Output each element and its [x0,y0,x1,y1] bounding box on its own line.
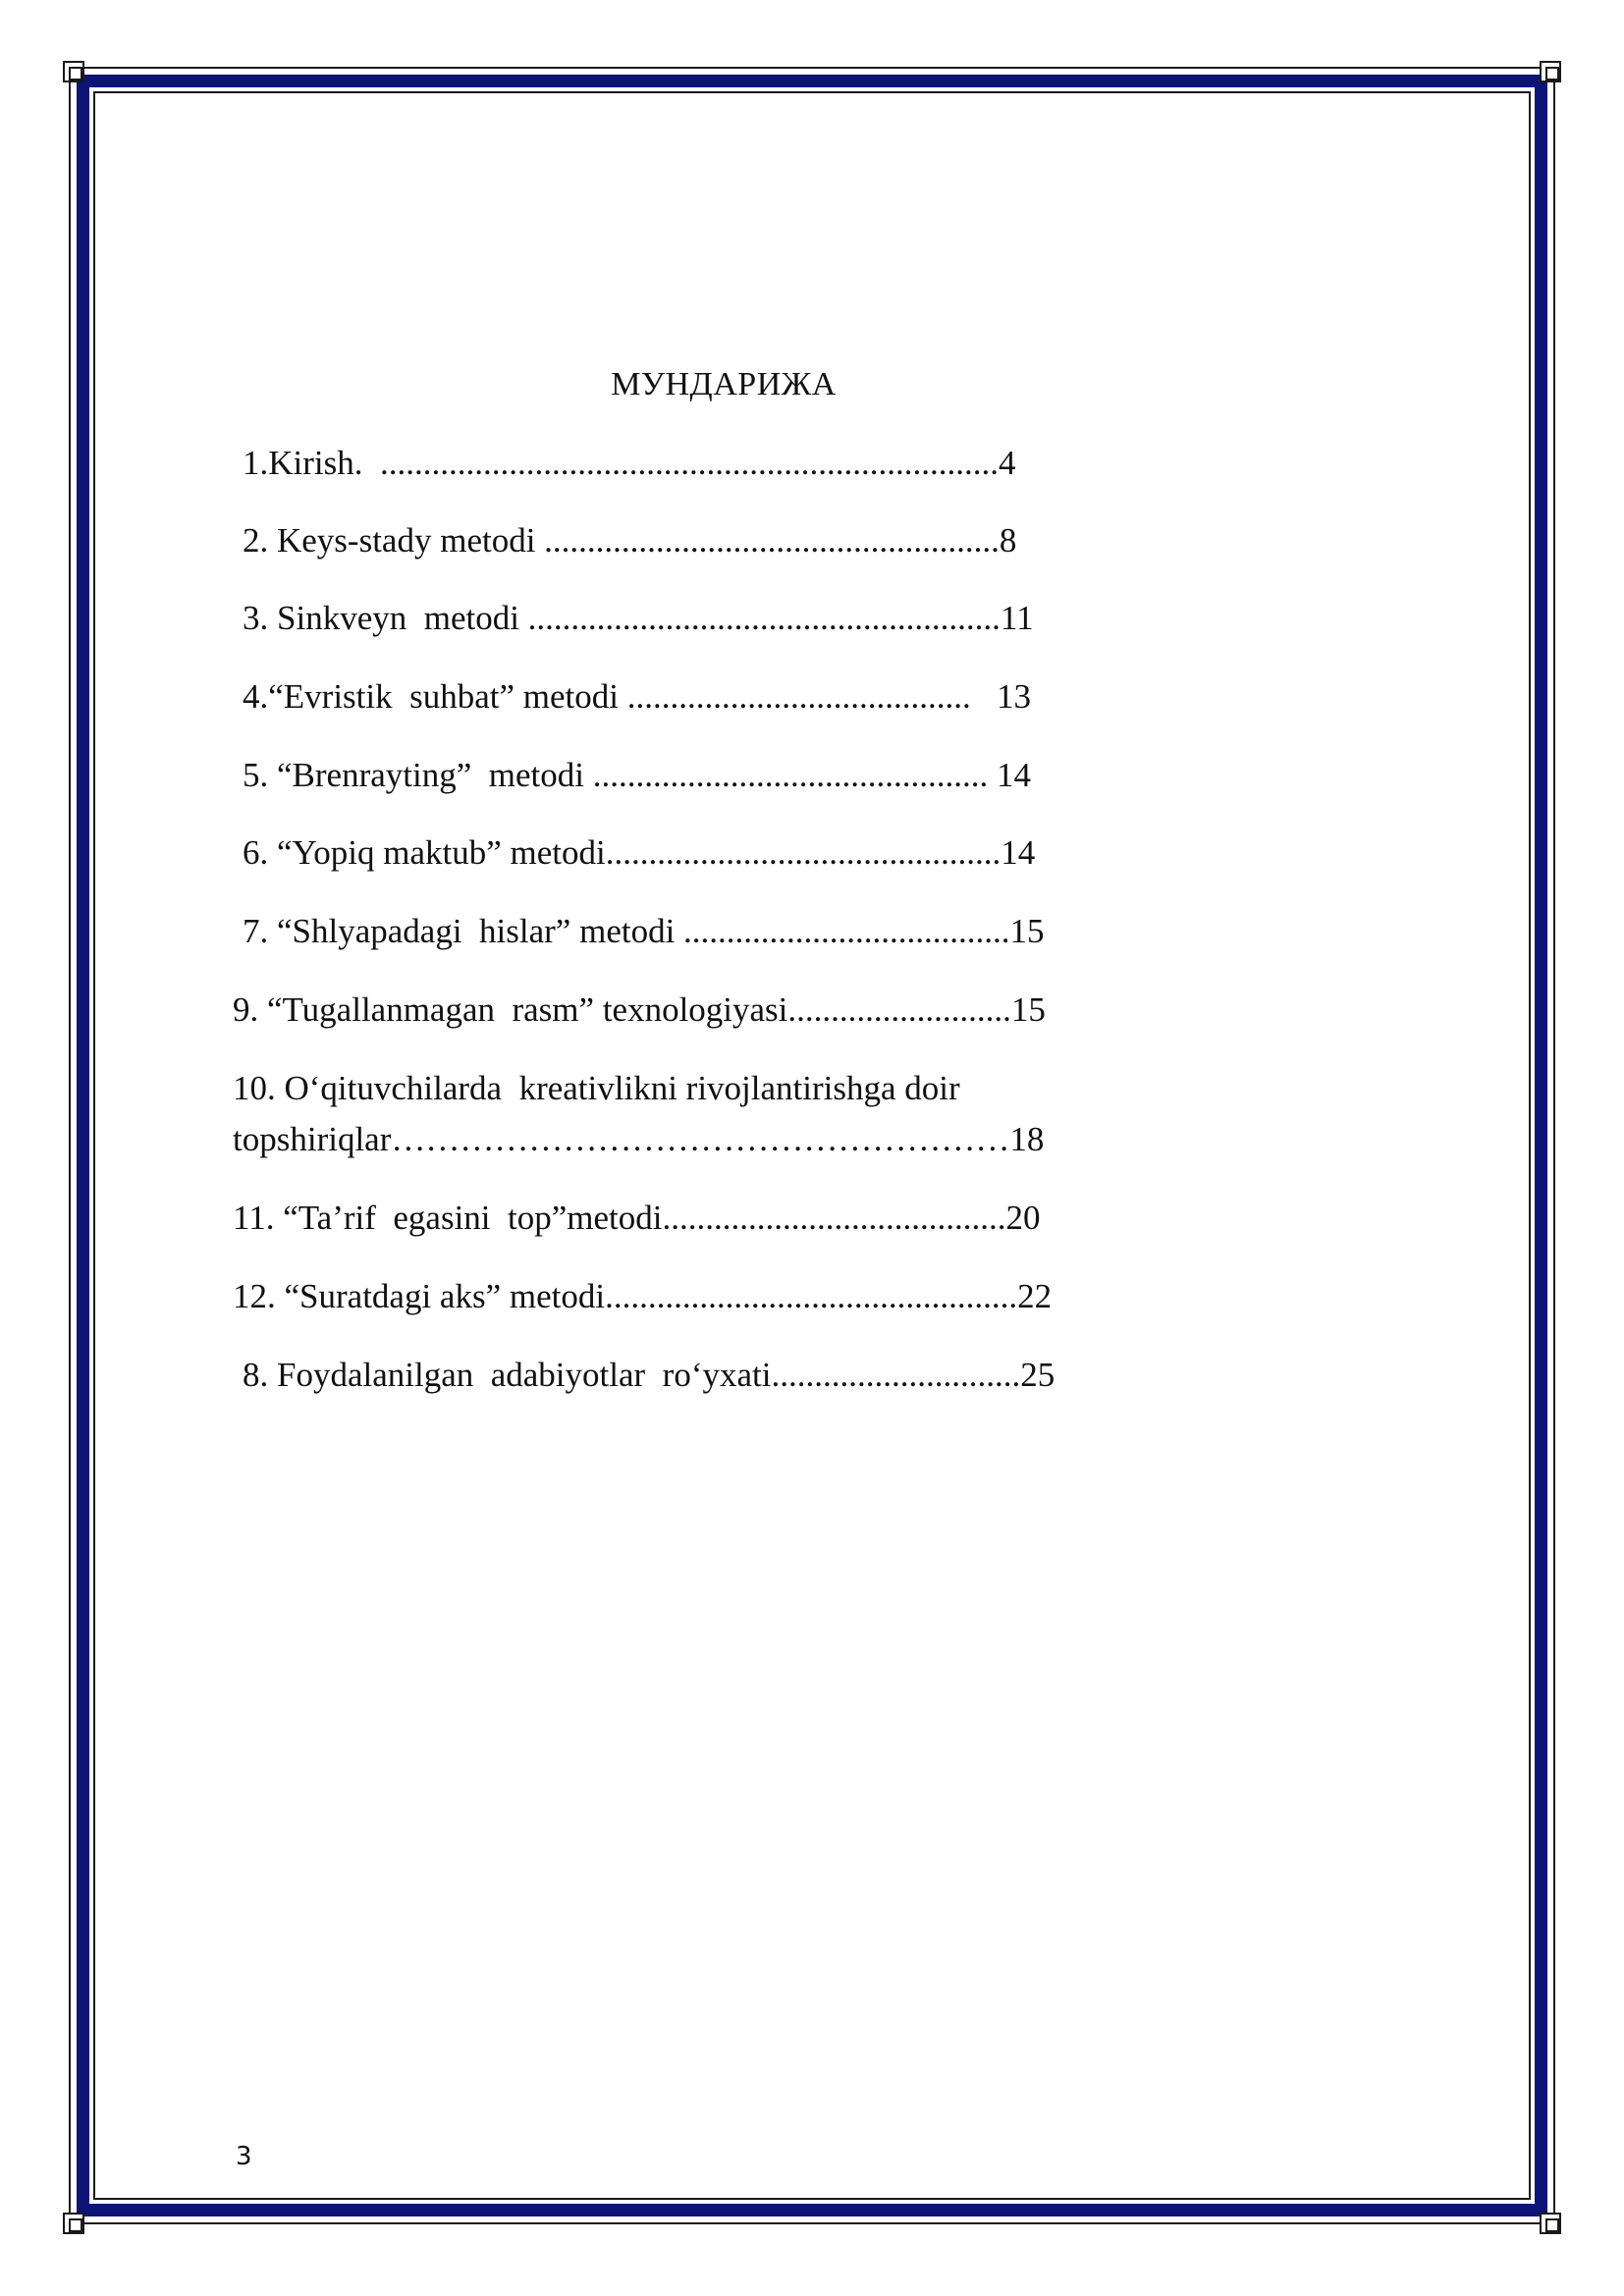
corner-ornament-top-right [1540,61,1561,82]
document-title-text: МУНДАРИЖА [611,366,837,402]
toc-entry-brenrayting[interactable]: 5. “Brenrayting” metodi .............................................. 14 [243,756,1031,794]
toc-entry-tugallanmagan-rasm[interactable]: 9. “Tugallanmagan rasm” texnologiyasi..........................15 [233,990,1046,1029]
toc-entry-yopiq-maktub[interactable]: 6. “Yopiq maktub” metodi..............................................14 [243,833,1036,872]
toc-entry-suratdagi-aks[interactable]: 12. “Suratdagi aks” metodi................................................22 [233,1277,1053,1315]
toc-entry-tarif-egasini-top[interactable]: 11. “Ta’rif egasini top”metodi........................................20 [233,1199,1041,1237]
corner-ornament-top-left [63,61,84,82]
toc-entry-evristik-suhbat[interactable]: 4.“Evristik suhbat” metodi ........................................ 13 [243,677,1031,716]
toc-entry-shlyapadagi-hislar[interactable]: 7. “Shlyapadagi hislar” metodi ......................................15 [243,912,1045,950]
toc-entry-kreativlik-line1[interactable]: 10. O‘qituvchilarda kreativlikni rivojlantirishga doir [233,1069,960,1107]
document-title [0,366,1624,403]
page-number: 3 [236,2142,252,2171]
corner-ornament-bottom-left [63,2213,84,2234]
corner-ornament-bottom-right [1540,2213,1561,2234]
toc-entry-sinkveyn[interactable]: 3. Sinkveyn metodi .......................................................11 [243,599,1034,637]
toc-entry-foydalanilgan-adabiyotlar[interactable]: 8. Foydalanilgan adabiyotlar ro‘yxati.............................25 [243,1356,1056,1394]
toc-entry-keys-stady[interactable]: 2. Keys-stady metodi .....................................................8 [243,521,1017,560]
toc-entry-kirish[interactable]: 1.Kirish. ........................................................................4 [243,444,1016,482]
toc-entry-kreativlik-line2[interactable]: topshiriqlar………………………………………………18 [233,1120,1045,1158]
